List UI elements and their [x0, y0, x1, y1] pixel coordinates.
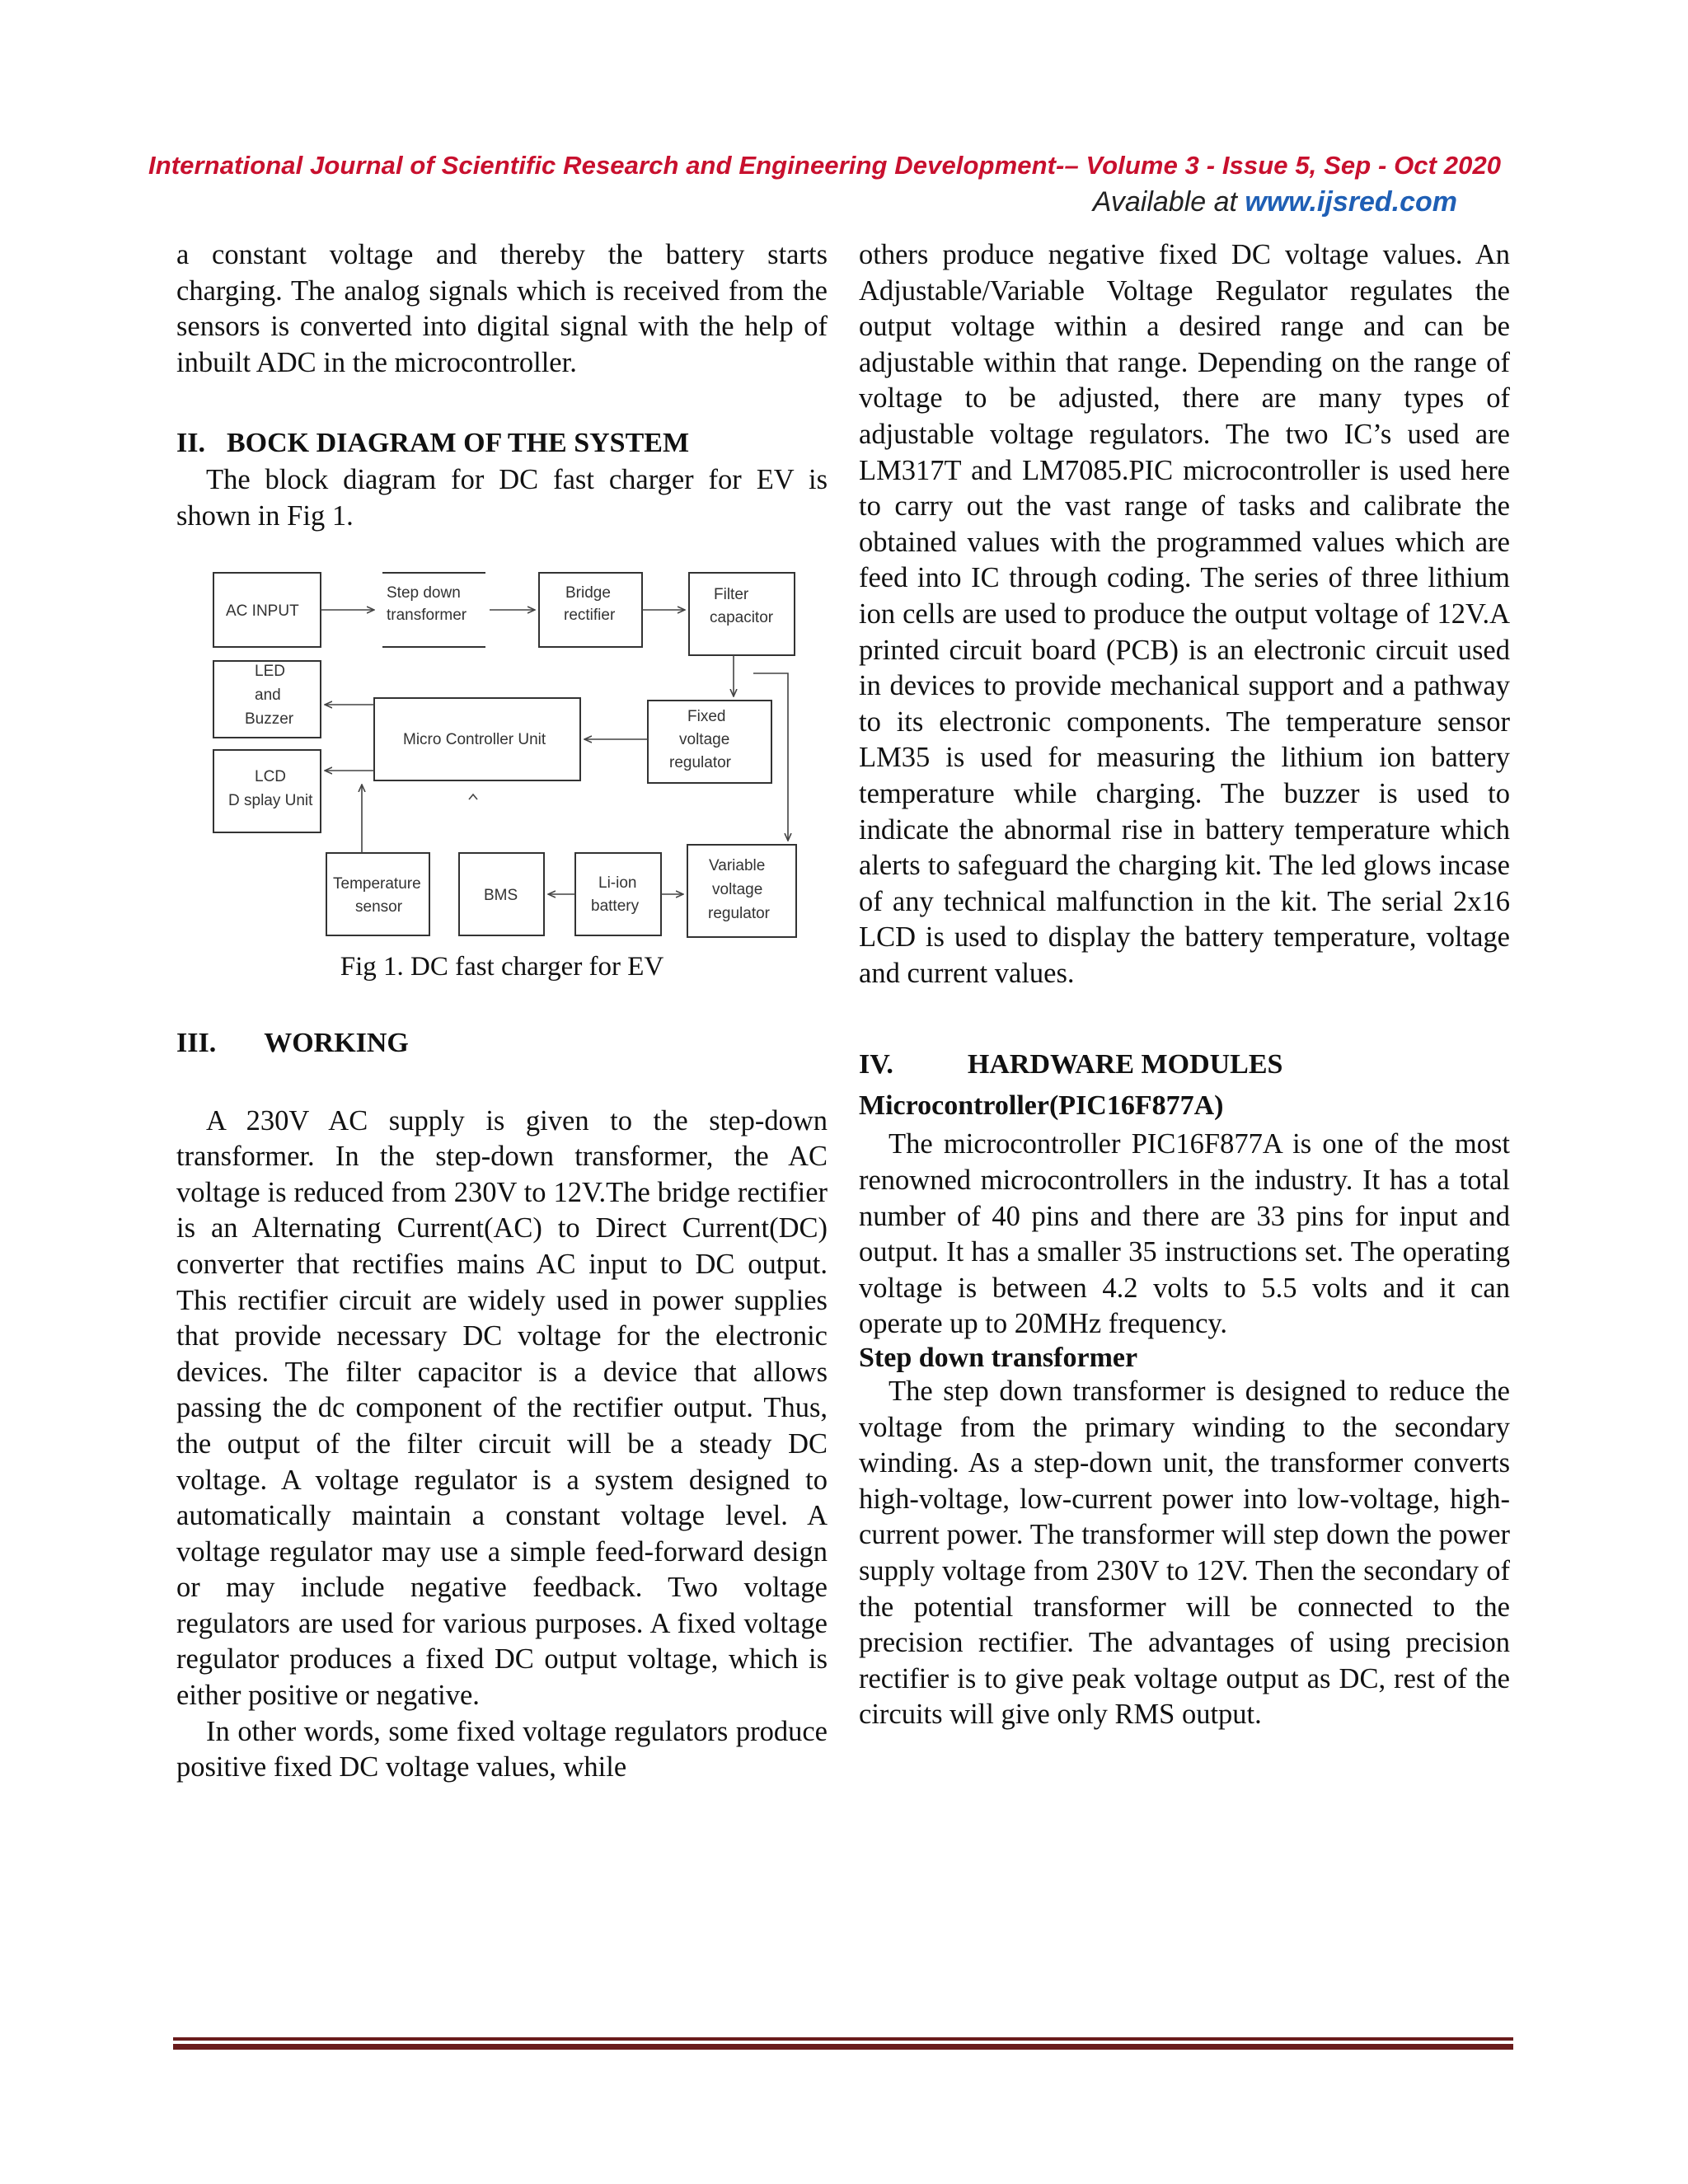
footer-rule-thick [173, 2044, 1513, 2050]
section-heading-working [176, 1028, 828, 1059]
right-paragraph-2: The microcontroller PIC16F877A is one of the most renowned microcontrollers in the industry. It has a total number of 40 pins and there are 33 pins for input and output. It has a smaller 35 instructions set. The operating voltage is between 4.2 volts to 5.5 volts and it can operate up to 20MHz frequency. [859, 1128, 1510, 1340]
block-diagram-figure [176, 565, 828, 952]
label-bms: BMS [484, 886, 518, 904]
label-var-3: regulator [708, 904, 770, 922]
label-liion-2: battery [591, 897, 640, 915]
figure-caption: Fig 1. DC fast charger for EV [340, 951, 664, 982]
label-step-down-1: Step down [387, 583, 461, 602]
label-lcd-1: LCD [255, 767, 287, 785]
label-bridge-2: rectifier [564, 606, 616, 624]
label-led-2: and [255, 686, 281, 704]
section-title: WORKING [264, 1027, 409, 1058]
label-led-1: LED [255, 662, 285, 680]
label-lcd-2: D splay Unit [228, 791, 313, 809]
right-column [859, 237, 1510, 1733]
label-mcu: Micro Controller Unit [403, 730, 546, 748]
label-led-3: Buzzer [245, 710, 294, 728]
arrow-bms-to-mcu [469, 794, 477, 799]
label-liion-1: Li-ion [598, 874, 637, 892]
lcd-display-block [213, 750, 321, 832]
temperature-sensor-block [326, 853, 429, 935]
left-paragraph-4: In other words, some fixed voltage regulators produce positive fixed DC voltage values, while [176, 1715, 828, 1783]
left-paragraph-3: A 230V AC supply is given to the step-down transformer. In the step-down transformer, the AC voltage is reduced from 230V to 12V.The bridge rectifier is an Alternating Current(AC) to Direct Current(DC) converter that rectifies mains AC input to DC output. This rectifier circuit are widely used in power supplies that provide necessary DC voltage for the electronic devices. The filter capacitor is a device that allows passing the dc component of the rectifier output. Thus, the output of the filter circuit will be a steady DC voltage. A voltage regulator is a system designed to automatically maintain a constant voltage level. A voltage regulator may use a simple feed-forward design or may include negative feedback. Two voltage regulators are used for various purposes. A fixed voltage regulator produces a fixed DC output voltage, which is either positive or negative. [176, 1104, 828, 1712]
label-fixed-1: Fixed [687, 707, 726, 725]
left-paragraph-2: The block diagram for DC fast charger for EV is shown in Fig 1. [176, 464, 828, 532]
section-title: BOCK DIAGRAM OF THE SYSTEM [226, 428, 690, 459]
label-fixed-3: regulator [669, 753, 731, 771]
availability-line [1093, 186, 1457, 218]
journal-website-link[interactable]: www.ijsred.com [1245, 186, 1457, 218]
footer-rule-thin [173, 2037, 1513, 2041]
label-fixed-2: voltage [679, 730, 730, 748]
li-ion-battery-block [575, 853, 661, 935]
subheading-microcontroller: Microcontroller(PIC16F877A) [859, 1090, 1224, 1122]
section-number: III. [176, 1027, 217, 1058]
subheading-step-down-transformer: Step down transformer [859, 1343, 1138, 1374]
right-paragraph-3: The step down transformer is designed to reduce the voltage from the primary winding to the secondary winding. As a step-down unit, the transformer converts high-voltage, low-current power into low-voltage, high-current power. The transformer will step down the power supply voltage from 230V to 12V. Then the secondary of the potential transformer will be connected to the precision rectifier. The advantages of using precision rectifier is to give peak voltage output as DC, rest of the circuits will give only RMS output. [859, 1376, 1510, 1731]
label-temp-2: sensor [355, 898, 403, 916]
label-ac-input: AC INPUT [226, 602, 299, 620]
section-number: IV. [859, 1049, 893, 1080]
label-filter-1: Filter [714, 585, 749, 603]
label-var-1: Variable [709, 856, 766, 874]
block-diagram-svg [176, 565, 828, 952]
label-step-down-2: transformer [387, 606, 467, 624]
journal-header: International Journal of Scientific Research and Engineering Development-– Volume 3 - Issue 5, Sep - Oct 2020 [148, 151, 1502, 180]
left-paragraph-1: a constant voltage and thereby the battery starts charging. The analog signals which is received from the sensors is converted into digital signal with the help of inbuilt ADC in the microcontroller. [176, 239, 828, 378]
available-prefix: Available at [1092, 186, 1245, 218]
section-heading-hardware [859, 1049, 1510, 1080]
left-column [176, 237, 828, 1786]
label-bridge-1: Bridge [565, 583, 611, 602]
right-paragraph-1: others produce negative fixed DC voltage values. An Adjustable/Variable Voltage Regulator regulates the output voltage within a desired range and can be adjustable within that range. Depending on the range of voltage to be adjusted, there are many types of adjustable voltage regulators. The two IC’s used are LM317T and LM7085.PIC microcontroller is used here to carry out the vast range of tasks and calibrate the obtained values with the programmed values which are feed into IC through coding. The series of three lithium ion cells are used to produce the output voltage of 12V.A printed circuit board (PCB) is an electronic circuit used in devices to provide mechanical support and a pathway to its electronic components. The temperature sensor LM35 is used for measuring the lithium ion battery temperature while charging. The buzzer is used to indicate the abnormal rise in battery temperature which alerts to safeguard the charging kit. The led glows incase of any technical malfunction in the kit. The serial 2x16 LCD is used to display the battery temperature, voltage and current values. [859, 239, 1510, 989]
section-title: HARDWARE MODULES [967, 1049, 1283, 1080]
section-number: II. [176, 428, 205, 459]
label-temp-1: Temperature [333, 874, 421, 893]
label-var-2: voltage [712, 880, 763, 898]
label-filter-2: capacitor [710, 608, 774, 626]
section-heading-block-diagram [176, 428, 828, 459]
